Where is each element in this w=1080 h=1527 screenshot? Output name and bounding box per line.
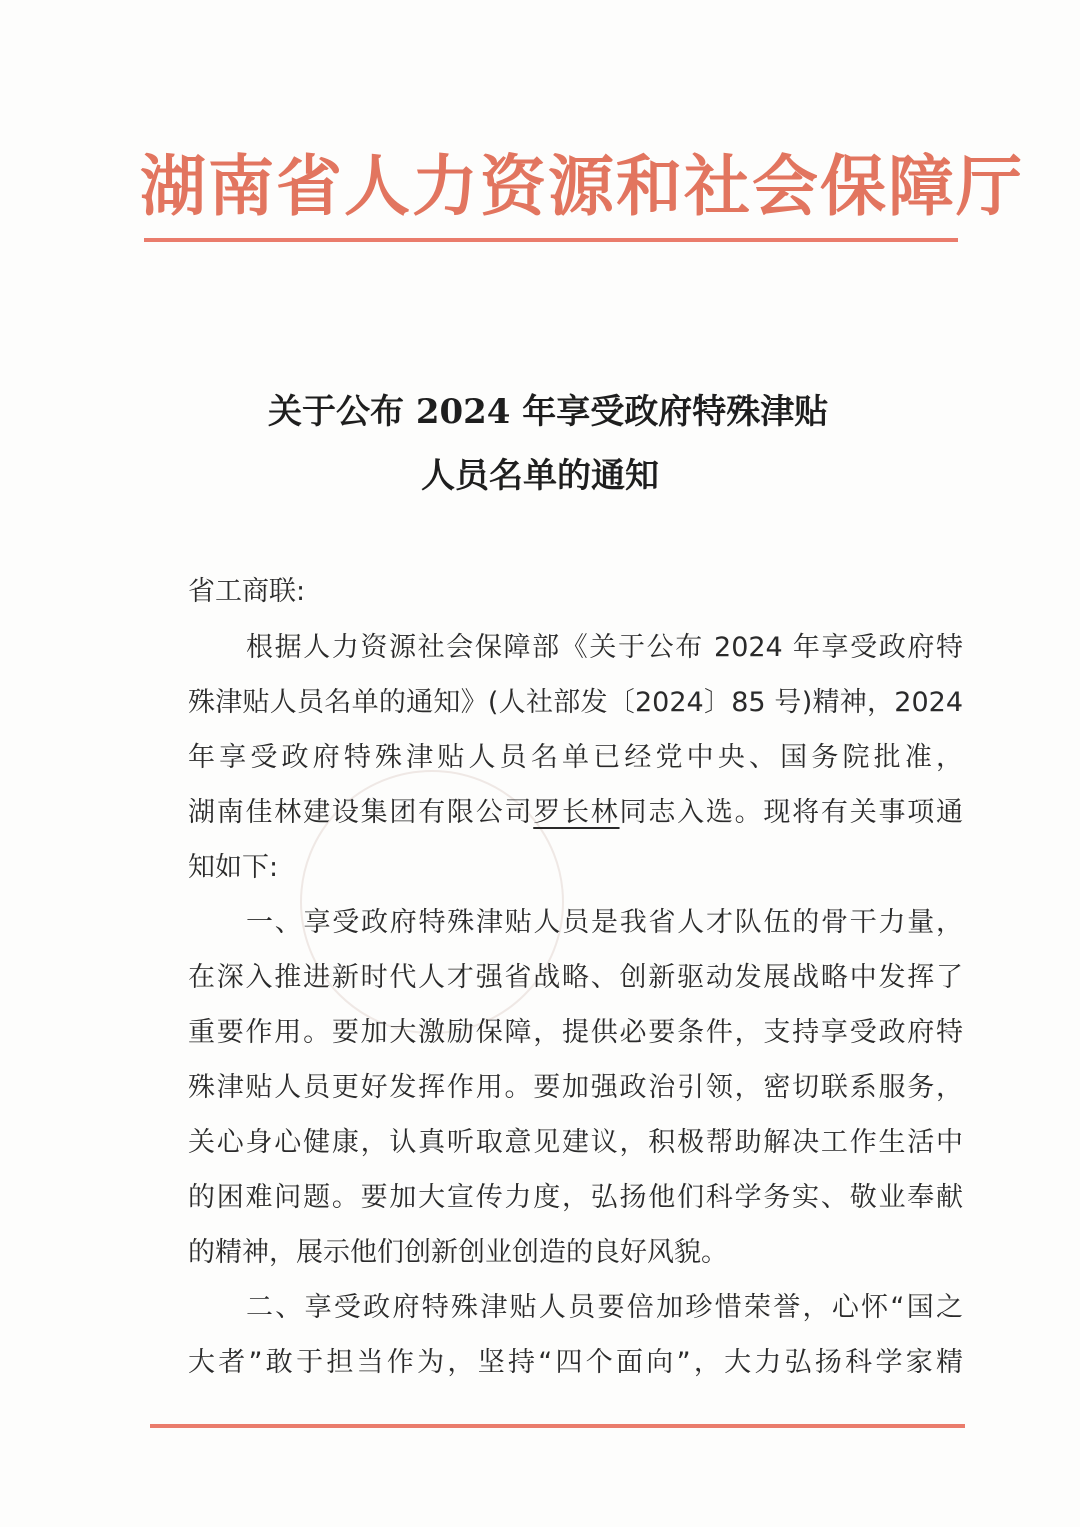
body-line: 的精神，展示他们创新创业创造的良好风貌。 [188, 1237, 728, 1268]
awardee-name: 罗长林 [533, 797, 620, 828]
body-line: 在深入推进新时代人才强省战略、创新驱动发展战略中发挥了 [188, 962, 963, 993]
body-line: 年享受政府特殊津贴人员名单已经党中央、国务院批准， [188, 742, 963, 773]
company-name: 湖南佳林建设集团有限公司 [188, 797, 534, 828]
body-line: 二、享受政府特殊津贴人员要倍加珍惜荣誉，心怀“国之 [246, 1292, 963, 1323]
letterhead-red-rule [144, 238, 958, 242]
body-line: 的困难问题。要加大宣传力度，弘扬他们科学务实、敬业奉献 [188, 1182, 963, 1213]
document-title-line-1: 关于公布 2024 年享受政府特殊津贴 [268, 392, 829, 432]
body-line: 根据人力资源社会保障部《关于公布 2024 年享受政府特 [246, 632, 963, 663]
body-line: 一、享受政府特殊津贴人员是我省人才队伍的骨干力量， [246, 907, 963, 938]
document-title-line-2: 人员名单的通知 [421, 456, 659, 496]
body-line: 重要作用。要加大激励保障，提供必要条件，支持享受政府特 [188, 1017, 963, 1048]
body-line: 知如下: [188, 852, 279, 883]
agency-letterhead: 湖南省人力资源和社会保障厅 [140, 147, 1024, 225]
body-line: 殊津贴人员名单的通知》(人社部发〔2024〕85 号)精神，2024 [188, 687, 963, 718]
body-line: 关心身心健康，认真听取意见建议，积极帮助解决工作生活中 [188, 1127, 963, 1158]
footer-red-rule [150, 1424, 965, 1428]
body-line: 大者”敢于担当作为，坚持“四个面向”，大力弘扬科学家精 [188, 1347, 963, 1378]
salutation: 省工商联: [188, 576, 306, 607]
body-line [188, 793, 963, 833]
body-line-tail: 同志入选。现将有关事项通 [619, 797, 964, 828]
body-line: 殊津贴人员更好发挥作用。要加强政治引领，密切联系服务， [188, 1072, 963, 1103]
